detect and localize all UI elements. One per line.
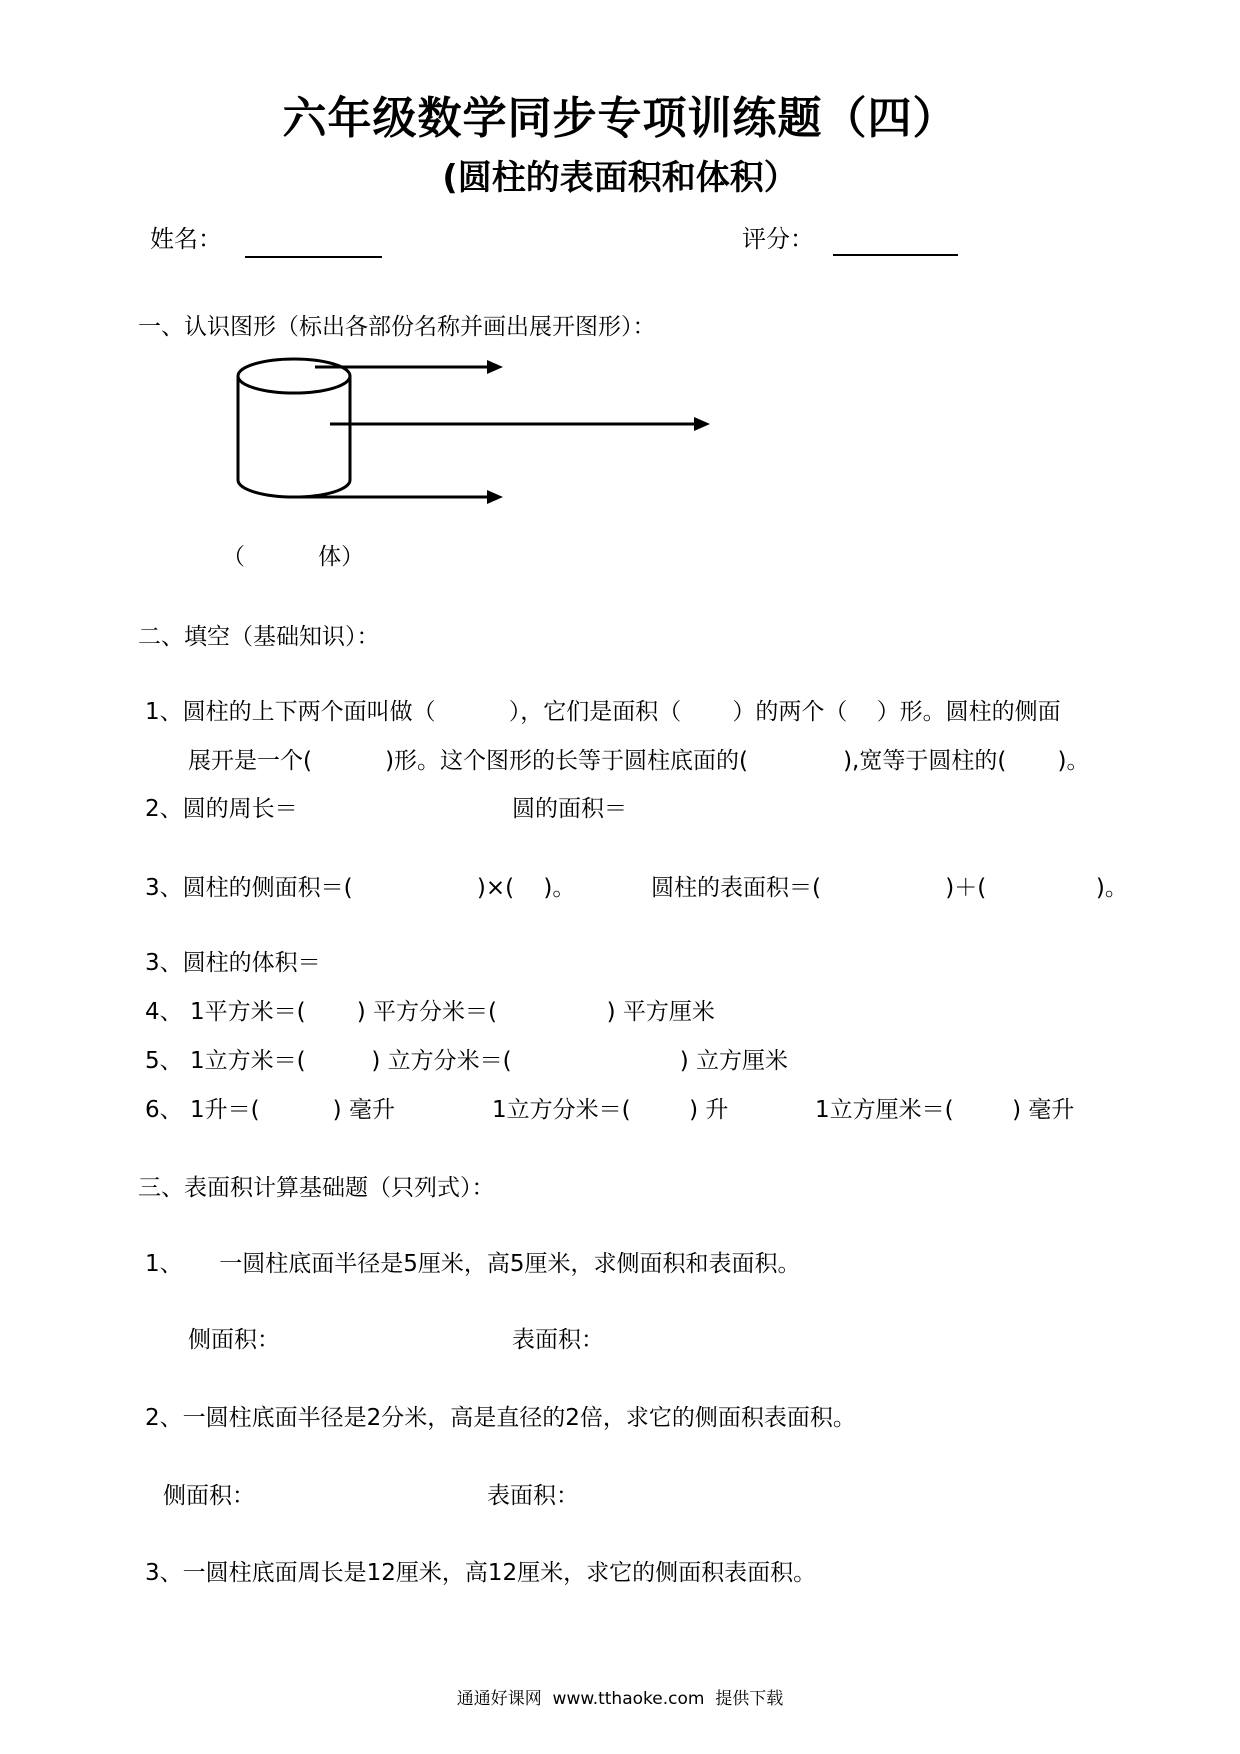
cylinder-top-ellipse [238,359,350,393]
cylinder-bottom-arc [238,480,350,497]
question-2-6-liter: 6、 1升＝( ) 毫升 [145,1097,395,1123]
question-2-2-circumference: 2、圆的周长＝ [145,796,298,822]
question-2-5: 5、 1立方米＝( ) 立方分米＝( ) 立方厘米 [145,1048,789,1074]
figure-caption: （ 体） [222,544,365,570]
question-2-1-line1: 1、圆柱的上下两个面叫做（ ），它们是面积（ ）的两个（ ）形。圆柱的侧面 [145,699,1061,725]
arrow-middle-head [694,417,710,431]
question-3-2-lateral-label: 侧面积： [163,1483,255,1509]
arrow-bottom-head [487,490,503,504]
arrow-top-head [487,360,503,374]
question-3-1-surface-label: 表面积： [512,1327,604,1353]
footer-credit: 通通好课网 www.tthaoke.com 提供下载 [456,1689,784,1709]
section1-heading: 一、认识图形（标出各部份名称并画出展开图形）： [138,314,656,340]
page-title: 六年级数学同步专项训练题（四） [282,93,958,144]
question-2-3-surface: 圆柱的表面积＝( )＋( )。 [651,875,1128,901]
section2-heading: 二、填空（基础知识）： [138,624,380,650]
question-2-4: 4、 1平方米＝( ) 平方分米＝( ) 平方厘米 [145,999,715,1025]
section3-heading: 三、表面积计算基础题（只列式）： [138,1175,495,1201]
question-3-2-surface-label: 表面积： [487,1483,579,1509]
question-2-2-area: 圆的面积＝ [512,796,627,822]
page-subtitle: (圆柱的表面积和体积） [442,158,798,198]
name-label: 姓名： [150,225,222,253]
question-3-1: 1、 一圆柱底面半径是5厘米，高5厘米，求侧面积和表面积。 [145,1251,801,1277]
question-2-3-lateral: 3、圆柱的侧面积＝( )×( )。 [145,875,576,901]
question-3-2: 2、一圆柱底面半径是2分米，高是直径的2倍，求它的侧面积表面积。 [145,1405,856,1431]
question-2-6-cubic-dm: 1立方分米＝( ) 升 [492,1097,729,1123]
question-3-1-lateral-label: 侧面积： [188,1327,280,1353]
question-2-1-line2: 展开是一个( )形。这个图形的长等于圆柱底面的( ),宽等于圆柱的( )。 [188,748,1090,774]
question-2-3-volume: 3、圆柱的体积＝ [145,950,321,976]
question-3-3: 3、一圆柱底面周长是12厘米，高12厘米，求它的侧面积表面积。 [145,1560,817,1586]
score-label: 评分： [742,225,814,253]
question-2-6-cubic-cm: 1立方厘米＝( ) 毫升 [815,1097,1075,1123]
